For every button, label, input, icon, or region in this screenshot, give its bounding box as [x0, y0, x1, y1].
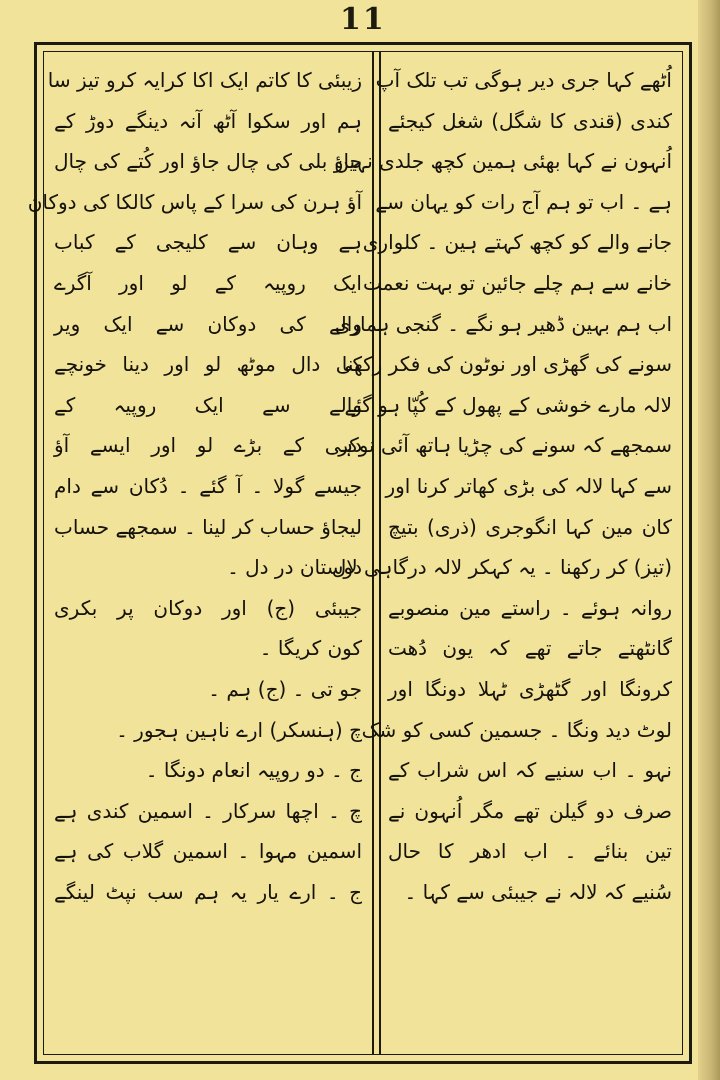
text-line: جو تی ۔ (ج) ہم ۔ — [208, 676, 362, 701]
text-line: نہو ۔ اب سنیے کہ اس شراب کے — [388, 758, 672, 783]
text-line: دہی کے بڑے لو اور ایسے آؤ — [54, 433, 362, 458]
text-line: لیجاؤ حساب کر لینا ۔ سمجھے حساب — [54, 514, 362, 539]
text-line: جانے والے کو کچھ کہتے ہین ۔ کلواری — [362, 230, 672, 255]
text-line: جیسے گولا ۔ آ گئے ۔ دُکان سے دام — [54, 473, 362, 498]
text-line: کندی (قندی کا شگل) شغل کیجئے — [388, 108, 672, 133]
text-line: سمجھے کہ سونے کی چڑیا ہاتھ آئی نوکر — [338, 433, 672, 458]
text-line: ایک روپیہ کے لو اور آگرے — [54, 270, 362, 295]
text-line: (تیز) کر رکھنا ۔ یہ کہکر لالہ درگاہی لال — [331, 555, 672, 580]
text-line: ہے وہان سے کلیجی کے کباب — [54, 230, 362, 255]
text-line: جیبئی (ج) اور دوکان پر بکری — [54, 595, 362, 620]
text-line: آؤ ہرن کی سرا کے پاس کالکا کی دوکان — [27, 189, 362, 214]
text-line: زیبئی کا کاتم ایک اکا کرایہ کرو تیز سا — [47, 68, 362, 92]
text-line: تین بنائے ۔ اب ادھر کا حال — [388, 839, 672, 864]
text-line: کان مین کہا انگوجری (ذری) بتیچ — [388, 514, 672, 539]
text-line: ج ۔ دو روپیہ انعام دونگا ۔ — [145, 758, 362, 783]
text-line: کی دال موٹھ لو اور دینا خونچے — [54, 352, 362, 377]
text-line: اُٹھے کہا جری دیر ہوگی تب تلک آپ — [375, 68, 672, 92]
text-line: ج ۔ ارے یار یہ ہم سب نپٹ لینگے — [54, 879, 362, 904]
page-number: 11 — [340, 2, 386, 37]
text-line: لوٹ دید ونگا ۔ جسمین کسی کو شک — [361, 717, 672, 742]
page-edge — [698, 0, 720, 1080]
text-line: کرونگا اور گٹھڑی ٹہلا دونگا اور — [388, 676, 672, 701]
text-line: دوستان در دل ۔ — [227, 555, 362, 580]
text-column-left — [27, 60, 366, 1045]
text-column-right — [331, 60, 676, 1045]
text-line: سُنیے کہ لالہ نے جیبئی سے کہا ۔ — [404, 879, 672, 904]
text-line: صرف دو گیلن تھے مگر اُنہون نے — [388, 798, 672, 823]
text-line: والے سے ایک روپیہ کے — [54, 392, 362, 417]
text-line: چ ۔ اچھا سرکار ۔ اسمین کندی ہے — [54, 798, 362, 823]
text-line: اسمین مہوا ۔ اسمین گلاب کی ہے — [54, 839, 362, 864]
text-line: کون کریگا ۔ — [259, 636, 362, 661]
text-line: جاؤ بلی کی چال جاؤ اور کُتے کی چال — [54, 149, 362, 174]
text-line: والے کی دوکان سے ایک ویر — [54, 311, 362, 336]
text-line: خانے سے ہم چلے جائین تو بہت نعمت — [363, 270, 672, 295]
text-line: چ (ہنسکر) ارے ناہین ہجور ۔ — [116, 717, 362, 742]
text-line: اُنہون نے کہا بھئی ہمین کچھ جلدی نہین — [334, 149, 672, 174]
text-line: لالہ مارے خوشی کے پھول کے کُپّا ہو گئے — [344, 392, 672, 417]
text-line: ہے ۔ اب تو ہم آج رات کو یہان سے — [375, 189, 672, 214]
text-line: سونے کی گھڑی اور نوٹون کی فکر رکھنا — [341, 352, 672, 377]
text-line: اب ہم بہین ڈھیر ہو نگے ۔ گنجی ہماری — [334, 311, 672, 336]
text-line: سے کہا لالہ کی بڑی کھاتر کرنا اور — [385, 473, 672, 498]
text-line: گانٹھتے جاتے تھے کہ یون دُھت — [388, 636, 672, 661]
text-line: روانہ ہوئے ۔ راستے مین منصوبے — [388, 595, 672, 620]
text-line: ہم اور سکوا آٹھ آنہ دینگے دوڑ کے — [54, 108, 362, 133]
